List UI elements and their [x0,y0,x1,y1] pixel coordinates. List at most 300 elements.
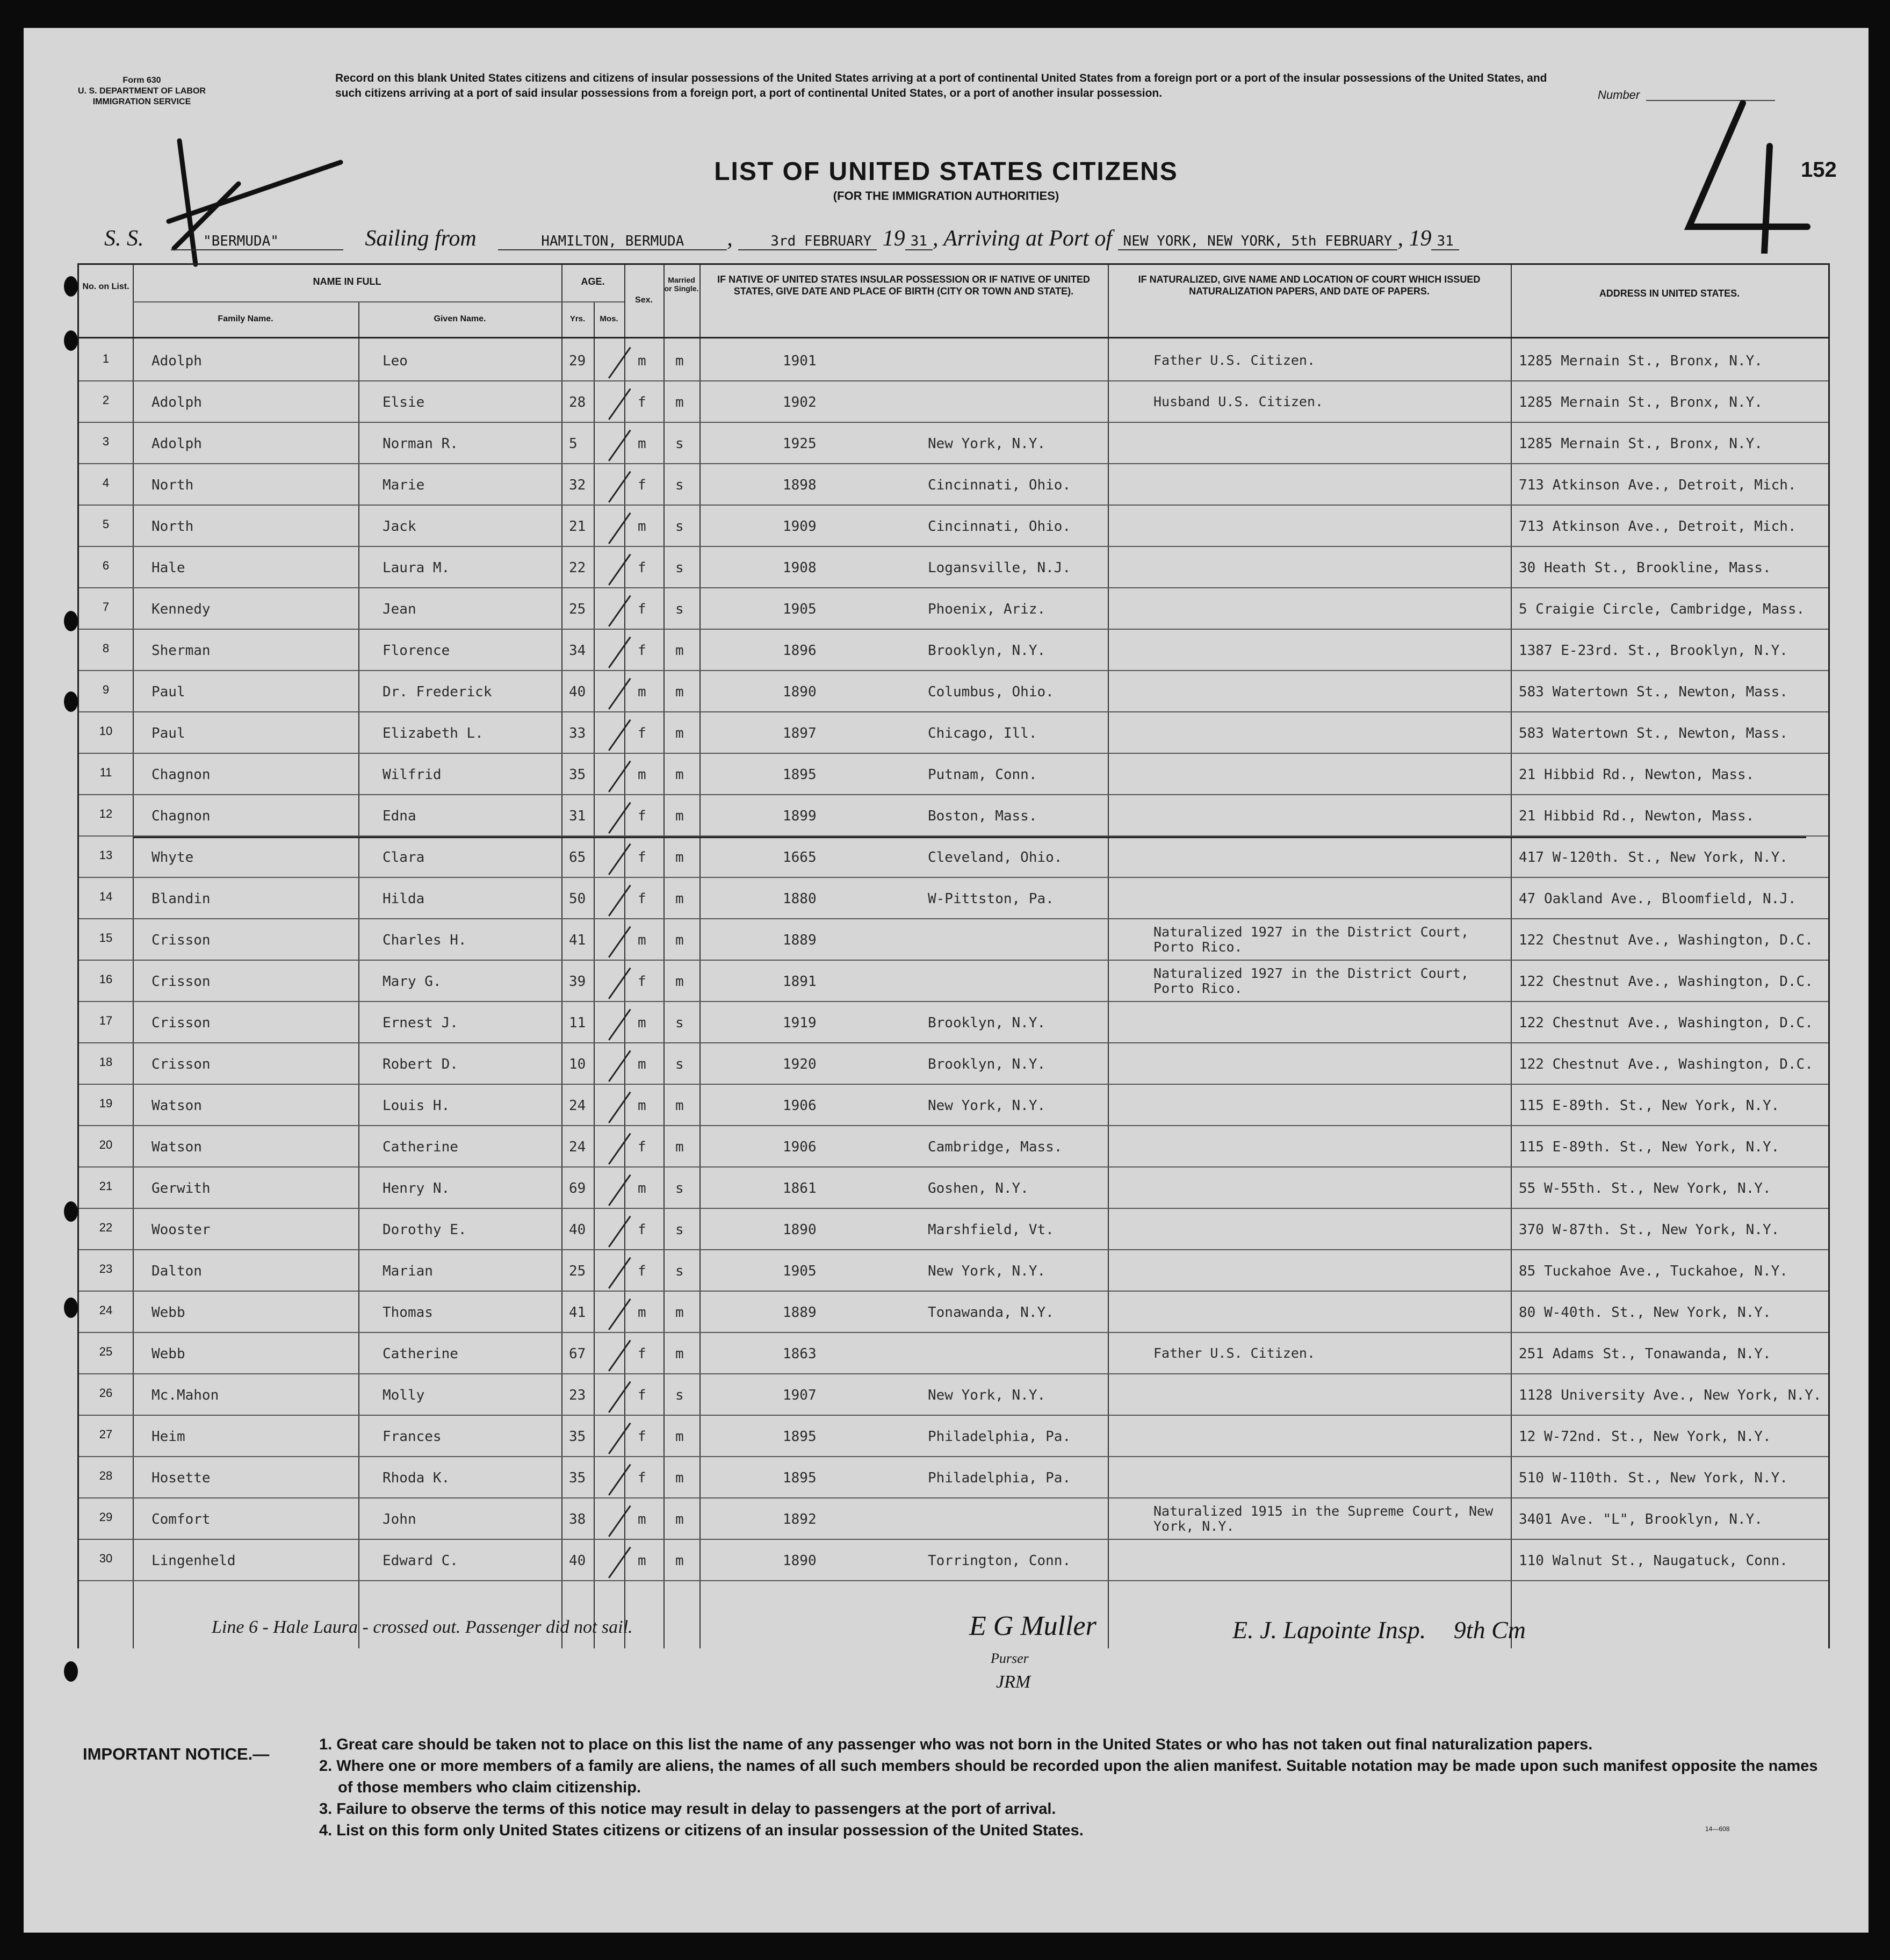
cell-age: 69 [569,1180,586,1197]
cell-family: Comfort [152,1511,211,1527]
cell-family: Chagnon [152,767,211,783]
cell-age: 11 [569,1015,586,1031]
cell-age: 41 [569,932,586,948]
voyage-line: S. S. "BERMUDA" Sailing from HAMILTON, BERMUDA , 3rd FEBRUARY 19 31 , Arriving at Port of NEW YORK, NEW YORK, 5th FEBRUARY , 19 31 [104,226,1459,251]
row-number: 18 [99,1055,113,1069]
cell-given: Mary G. [383,974,442,990]
number-label: Number [1598,88,1640,102]
page-number: 152 [1801,158,1837,182]
cell-year: 1896 [783,643,817,659]
cell-year: 1892 [783,1511,817,1527]
cell-addr: 1285 Mernain St., Bronx, N.Y. [1519,394,1763,410]
header-sex: Sex. [635,296,653,305]
cell-given: Laura M. [383,560,450,576]
cell-family: Adolph [152,394,202,410]
cell-sex: m [638,1098,646,1114]
row-rule [79,1042,1828,1043]
cell-year: 1890 [783,684,817,700]
year-prefix-2: 19 [1409,226,1432,251]
cell-place: Philadelphia, Pa. [928,1470,1071,1486]
cell-place: Brooklyn, N.Y. [928,1015,1046,1031]
cell-age: 32 [569,477,586,493]
cell-family: Kennedy [152,601,211,617]
cell-given: Florence [383,643,450,659]
cell-naturalization: Father U.S. Citizen. [1153,352,1316,368]
cell-sex: f [638,1429,646,1445]
arrival-year: 31 [1431,233,1459,250]
cell-age: 40 [569,1222,586,1238]
row-rule [79,1084,1828,1085]
check-mark [608,1547,631,1579]
department-name: U. S. DEPARTMENT OF LABOR [78,87,206,96]
row-number: 24 [99,1303,113,1317]
cell-ms: m [675,974,684,990]
cell-age: 25 [569,601,586,617]
cell-year: 1880 [783,891,817,907]
cell-place: Brooklyn, N.Y. [928,1056,1046,1072]
cell-given: Jack [383,518,416,535]
punch-hole [64,691,78,712]
cell-given: Catherine [383,1346,458,1362]
cell-ms: s [675,601,684,617]
cell-age: 24 [569,1098,586,1114]
departure-date: 3rd FEBRUARY [738,233,877,250]
row-rule [79,546,1828,547]
cell-sex: m [638,518,646,535]
check-mark [608,595,631,627]
cell-age: 40 [569,684,586,700]
cell-sex: m [638,1511,646,1527]
cell-family: Hale [152,560,185,576]
cell-year: 1890 [783,1222,817,1238]
cell-given: Clara [383,849,425,866]
row-number: 17 [99,1014,113,1027]
cell-sex: f [638,725,646,741]
header-months: Mos. [600,314,618,323]
cell-family: Chagnon [152,808,211,824]
cell-addr: 21 Hibbid Rd., Newton, Mass. [1519,808,1755,824]
cell-year: 1898 [783,477,817,493]
row-number: 26 [99,1386,113,1400]
cell-addr: 122 Chestnut Ave., Washington, D.C. [1519,1056,1813,1072]
cell-family: Adolph [152,353,202,369]
cell-year: 1895 [783,767,817,783]
cell-year: 1925 [783,436,817,452]
departure-year: 31 [905,233,933,250]
check-mark [608,1009,631,1041]
strikethrough-line-6 [133,837,1806,838]
row-number: 3 [102,435,110,448]
cell-ms: m [675,353,684,369]
cell-year: 1901 [783,353,817,369]
row-number: 6 [102,559,110,572]
cell-naturalization: Naturalized 1915 in the Supreme Court, New York, N.Y. [1153,1503,1494,1534]
cell-ms: m [675,1098,684,1114]
cell-sex: m [638,436,646,452]
header-naturalized: IF NATURALIZED, GIVE NAME AND LOCATION OF COURT WHICH ISSUED NATURALIZATION PAPERS, AND DATE OF PAPERS. [1138,274,1481,297]
cell-sex: m [638,1056,646,1072]
cell-ms: m [675,1553,684,1569]
check-mark [608,678,631,710]
form-code: 14—608 [1705,1825,1730,1833]
cell-ms: m [675,1305,684,1321]
cell-family: Dalton [152,1263,202,1279]
cell-ms: m [675,891,684,907]
cell-sex: f [638,643,646,659]
check-mark [608,1050,631,1082]
row-rule [79,505,1828,506]
cell-ms: m [675,808,684,824]
row-rule [79,670,1828,671]
cell-addr: 1128 University Ave., New York, N.Y. [1519,1387,1822,1403]
cell-addr: 583 Watertown St., Newton, Mass. [1519,725,1788,741]
cell-ms: m [675,394,684,410]
cell-addr: 3401 Ave. "L", Brooklyn, N.Y. [1519,1511,1763,1527]
cell-sex: f [638,1263,646,1279]
cell-year: 1902 [783,394,817,410]
cell-family: North [152,518,194,535]
cell-sex: f [638,849,646,866]
row-rule [79,587,1828,588]
cell-year: 1891 [783,974,817,990]
cell-sex: f [638,560,646,576]
check-mark [608,554,631,586]
cell-year: 1920 [783,1056,817,1072]
cell-place: Tonawanda, N.Y. [928,1305,1054,1321]
cell-age: 39 [569,974,586,990]
cell-given: Edna [383,808,416,824]
cell-sex: f [638,974,646,990]
cell-family: Paul [152,684,185,700]
punch-hole [64,1201,78,1222]
row-rule [79,1291,1828,1292]
row-number: 4 [102,476,110,489]
row-rule [79,1249,1828,1250]
cell-place: New York, N.Y. [928,436,1046,452]
cell-ms: m [675,643,684,659]
header-name-in-full: NAME IN FULL [313,276,381,287]
row-rule [79,1580,1828,1581]
cell-family: Lingenheld [152,1553,236,1569]
cell-year: 1905 [783,601,817,617]
cell-place: Chicago, Ill. [928,725,1037,741]
cell-year: 1889 [783,932,817,948]
punch-hole [64,1298,78,1318]
cell-ms: s [675,1180,684,1197]
cell-addr: 122 Chestnut Ave., Washington, D.C. [1519,1015,1813,1031]
header-years: Yrs. [569,314,586,323]
cell-addr: 30 Heath St., Brookline, Mass. [1519,560,1771,576]
cell-family: Webb [152,1346,185,1362]
header-age: AGE. [581,276,605,287]
cell-addr: 122 Chestnut Ave., Washington, D.C. [1519,932,1813,948]
row-number: 25 [99,1345,113,1358]
purser-title: Purser [991,1651,1029,1666]
notice-items [319,1734,1823,1841]
row-number: 11 [99,766,112,779]
cell-year: 1907 [783,1387,817,1403]
punch-hole [64,330,78,351]
cell-age: 35 [569,1429,586,1445]
cell-ms: m [675,1511,684,1527]
row-rule [79,1373,1828,1374]
check-mark [608,761,631,792]
cell-given: Hilda [383,891,425,907]
punch-hole [64,611,78,631]
cell-year: 1861 [783,1180,817,1197]
check-mark [608,1133,631,1165]
handwritten-note: Line 6 - Hale Laura - crossed out. Passenger did not sail. [212,1617,633,1637]
cell-family: Crisson [152,1015,211,1031]
cell-addr: 115 E-89th. St., New York, N.Y. [1519,1098,1780,1114]
cell-family: Webb [152,1305,185,1321]
cell-ms: s [675,518,684,535]
cell-naturalization: Naturalized 1927 in the District Court, Porto Rico. [1153,924,1469,955]
cell-addr: 55 W-55th. St., New York, N.Y. [1519,1180,1771,1197]
cell-place: Brooklyn, N.Y. [928,643,1046,659]
cell-given: John [383,1511,416,1527]
cell-place: W-Pittston, Pa. [928,891,1054,907]
cell-place: Cleveland, Ohio. [928,849,1063,866]
check-mark [608,1216,631,1248]
cell-sex: f [638,1387,646,1403]
cell-family: Wooster [152,1222,211,1238]
cell-addr: 1285 Mernain St., Bronx, N.Y. [1519,436,1763,452]
row-number: 19 [99,1097,113,1110]
cell-addr: 85 Tuckahoe Ave., Tuckahoe, N.Y. [1519,1263,1788,1279]
row-number: 30 [99,1552,113,1565]
cell-given: Frances [383,1429,442,1445]
header-given-name: Given Name. [434,314,486,323]
cell-year: 1919 [783,1015,817,1031]
year-prefix: 19 [882,226,905,251]
cell-sex: f [638,1222,646,1238]
cell-place: Cambridge, Mass. [928,1139,1063,1155]
row-rule [79,918,1828,919]
header-address: ADDRESS IN UNITED STATES. [1599,288,1740,299]
cell-sex: m [638,1305,646,1321]
cell-sex: f [638,1346,646,1362]
form-number: Form 630 [122,76,161,85]
cell-given: Ernest J. [383,1015,458,1031]
row-rule [79,1166,1828,1168]
cell-age: 24 [569,1139,586,1155]
check-mark [608,1505,631,1537]
cell-addr: 370 W-87th. St., New York, N.Y. [1519,1222,1780,1238]
row-number: 13 [99,848,113,862]
cell-ms: m [675,849,684,866]
cell-addr: 713 Atkinson Ave., Detroit, Mich. [1519,518,1797,535]
cell-year: 1895 [783,1429,817,1445]
cell-age: 35 [569,1470,586,1486]
check-mark [608,719,631,751]
cell-age: 10 [569,1056,586,1072]
row-rule [79,1497,1828,1498]
cell-age: 22 [569,560,586,576]
cell-sex: m [638,1553,646,1569]
row-rule [79,380,1828,381]
row-number: 10 [99,724,113,738]
cell-age: 50 [569,891,586,907]
row-rule [79,1456,1828,1457]
cell-place: New York, N.Y. [928,1263,1046,1279]
row-number: 8 [102,642,110,655]
cell-ms: m [675,1470,684,1486]
row-number: 2 [102,393,110,407]
row-number: 5 [102,517,110,531]
row-rule [79,877,1828,878]
manifest-sheet [24,28,1869,1933]
cell-place: Boston, Mass. [928,808,1037,824]
punch-hole [64,276,78,297]
cell-given: Marie [383,477,425,493]
cell-ms: s [675,477,684,493]
notice-item: 4. List on this form only United States citizens or citizens of an insular possession of the United States. [319,1822,1084,1839]
arriving-label: Arriving at Port of [943,226,1113,251]
cell-given: Rhoda K. [383,1470,450,1486]
cell-family: Blandin [152,891,211,907]
cell-place: Putnam, Conn. [928,767,1037,783]
cell-age: 25 [569,1263,586,1279]
row-number: 23 [99,1262,113,1276]
check-mark [608,513,631,544]
cell-ms: m [675,767,684,783]
row-rule [79,629,1828,630]
row-number: 15 [99,931,113,945]
row-rule [79,711,1828,712]
cell-family: Crisson [152,974,211,990]
check-mark [608,926,631,958]
cell-place: New York, N.Y. [928,1387,1046,1403]
cell-ms: s [675,1222,684,1238]
check-mark [608,471,631,503]
cell-year: 1905 [783,1263,817,1279]
cell-ms: s [675,1263,684,1279]
sailing-label: Sailing from [365,226,477,251]
cell-addr: 122 Chestnut Ave., Washington, D.C. [1519,974,1813,990]
row-number: 12 [99,807,113,820]
cell-sex: m [638,1180,646,1197]
row-rule [79,1208,1828,1209]
cell-year: 1906 [783,1139,817,1155]
row-number: 16 [99,972,113,986]
cell-ms: s [675,436,684,452]
cell-addr: 12 W-72nd. St., New York, N.Y. [1519,1429,1771,1445]
cell-ms: s [675,1387,684,1403]
cell-family: Hosette [152,1470,211,1486]
cell-given: Elizabeth L. [383,725,484,741]
row-rule [79,463,1828,464]
cell-naturalization: Husband U.S. Citizen. [1153,394,1324,409]
cell-sex: f [638,808,646,824]
cell-family: Gerwith [152,1180,211,1197]
check-mark [608,1423,631,1454]
check-mark [608,1257,631,1289]
cell-family: Crisson [152,1056,211,1072]
inspector-code: 9th Cm [1453,1616,1526,1644]
cell-given: Elsie [383,394,425,410]
row-number: 28 [99,1469,113,1482]
cell-addr: 115 E-89th. St., New York, N.Y. [1519,1139,1780,1155]
cell-family: Whyte [152,849,194,866]
check-mark [608,430,631,462]
check-mark [608,885,631,917]
cell-ms: m [675,1139,684,1155]
cell-sex: m [638,932,646,948]
cell-given: Edward C. [383,1553,458,1569]
cell-family: Watson [152,1098,202,1114]
cell-given: Charles H. [383,932,467,948]
cell-addr: 21 Hibbid Rd., Newton, Mass. [1519,767,1755,783]
cell-place: Logansville, N.J. [928,560,1071,576]
inspector-name: E. J. Lapointe Insp. [1232,1616,1426,1644]
cell-sex: f [638,1139,646,1155]
notice-item: 2. Where one or more members of a family are aliens, the names of all such members should be recorded upon the alien manifest. Suitable notation may be made upon such manifest opposite the names of those members who claim citizenship. [319,1757,1818,1796]
cell-addr: 583 Watertown St., Newton, Mass. [1519,684,1788,700]
cell-year: 1897 [783,725,817,741]
cell-age: 65 [569,849,586,866]
cell-ms: m [675,932,684,948]
cell-given: Leo [383,353,408,369]
cell-given: Jean [383,601,416,617]
cell-ms: s [675,560,684,576]
cell-place: Philadelphia, Pa. [928,1429,1071,1445]
cell-addr: 1285 Mernain St., Bronx, N.Y. [1519,353,1763,369]
cell-addr: 80 W-40th. St., New York, N.Y. [1519,1305,1771,1321]
cell-addr: 47 Oakland Ave., Bloomfield, N.J. [1519,891,1797,907]
cell-addr: 417 W-120th. St., New York, N.Y. [1519,849,1788,866]
cell-given: Dorothy E. [383,1222,467,1238]
cell-given: Molly [383,1387,425,1403]
departure-port: HAMILTON, BERMUDA [498,233,727,250]
cell-age: 67 [569,1346,586,1362]
cell-family: North [152,477,194,493]
check-mark [608,1299,631,1330]
cell-place: Cincinnati, Ohio. [928,518,1071,535]
cell-sex: f [638,394,646,410]
cell-ms: m [675,725,684,741]
row-rule [79,794,1828,795]
cell-age: 23 [569,1387,586,1403]
header-family-name: Family Name. [218,314,273,323]
notice-item: 1. Great care should be taken not to place on this list the name of any passenger who was not born in the United States or who has not taken out final naturalization papers. [319,1736,1593,1753]
check-mark [608,844,631,875]
check-mark [608,1340,631,1372]
row-number: 22 [99,1221,113,1234]
cell-place: Phoenix, Ariz. [928,601,1046,617]
cell-addr: 110 Walnut St., Naugatuck, Conn. [1519,1553,1788,1569]
cell-age: 38 [569,1511,586,1527]
cell-given: Dr. Frederick [383,684,492,700]
cell-family: Crisson [152,932,211,948]
ss-label: S. S. [104,226,144,251]
cell-addr: 713 Atkinson Ave., Detroit, Mich. [1519,477,1797,493]
service-name: IMMIGRATION SERVICE [92,97,191,106]
row-rule [79,1539,1828,1540]
row-rule [79,1125,1828,1126]
cell-place: New York, N.Y. [928,1098,1046,1114]
citizen-list-table [77,263,1830,1648]
cell-age: 5 [569,436,578,452]
cell-year: 1899 [783,808,817,824]
cell-year: 1889 [783,1305,817,1321]
row-rule [79,422,1828,423]
cell-given: Henry N. [383,1180,450,1197]
purser-signature: E G Muller [969,1611,1097,1641]
cell-place: Torrington, Conn. [928,1553,1071,1569]
check-mark [608,1174,631,1206]
check-mark [608,347,631,379]
